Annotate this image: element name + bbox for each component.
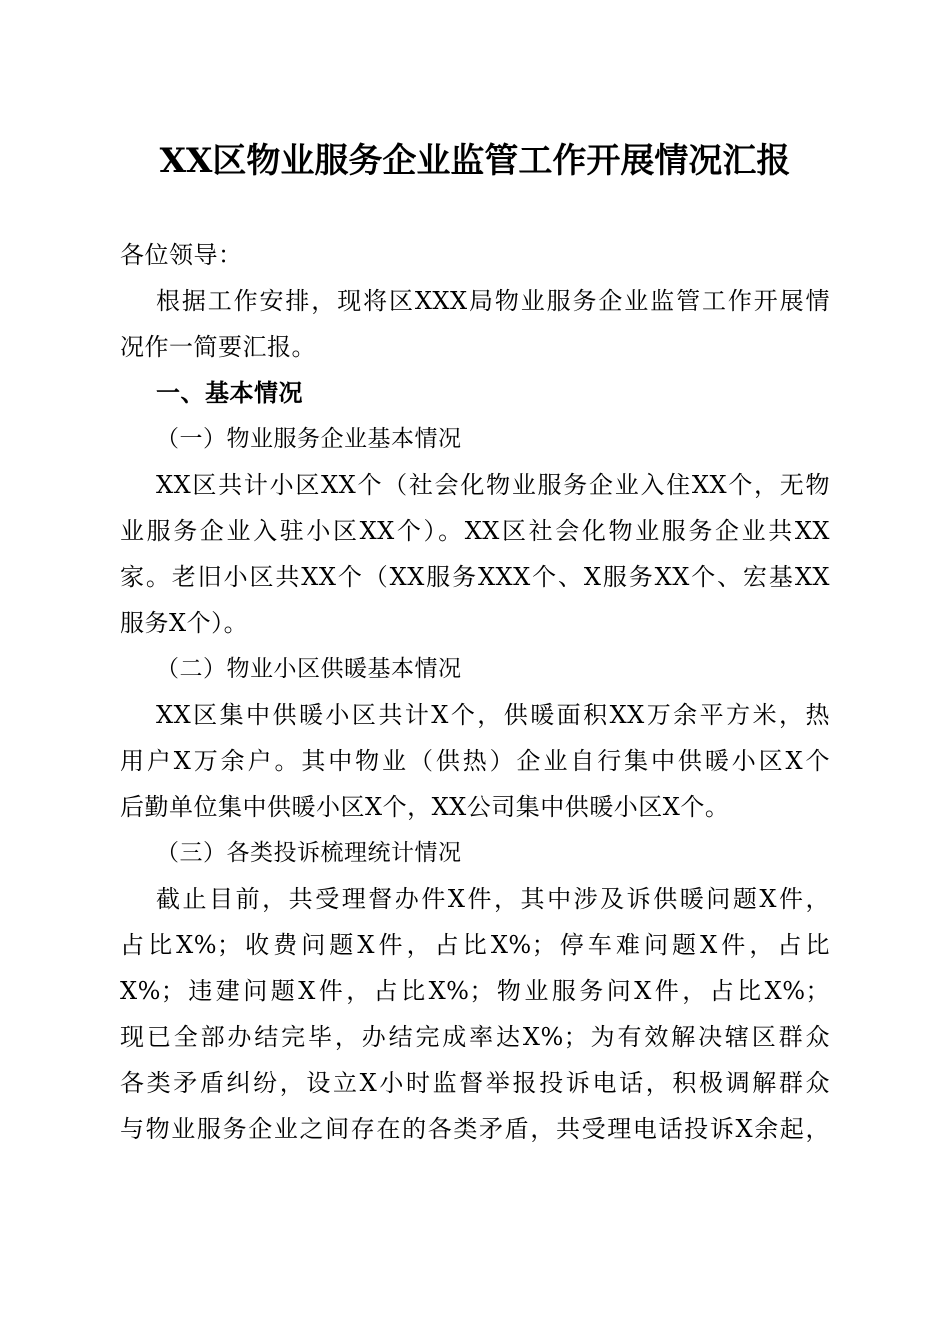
subsection-heading-enterprises: （一）物业服务企业基本情况 <box>156 426 462 452</box>
intro-line: 况作一简要汇报。 <box>120 333 316 361</box>
paragraph-line: XX区共计小区XX个（社会化物业服务企业入住XX个，无物 <box>156 471 830 499</box>
paragraph-line: 现已全部办结完毕，办结完成率达X%；为有效解决辖区群众 <box>120 1023 830 1051</box>
subsection-heading-complaints: （三）各类投诉梳理统计情况 <box>156 840 462 866</box>
paragraph-line: 各类矛盾纠纷，设立X小时监督举报投诉电话，积极调解群众 <box>120 1069 830 1097</box>
paragraph-line: 后勤单位集中供暖小区X个，XX公司集中供暖小区X个。 <box>120 793 730 821</box>
document-body <box>120 232 830 1152</box>
intro-line: 根据工作安排，现将区XXX局物业服务企业监管工作开展情 <box>156 287 830 315</box>
section-heading-basic: 一、基本情况 <box>156 379 303 407</box>
paragraph-line: 服务X个）。 <box>120 609 249 637</box>
paragraph-line: XX区集中供暖小区共计X个，供暖面积XX万余平方米，热 <box>156 701 830 729</box>
document-title: XX区物业服务企业监管工作开展情况汇报 <box>159 141 791 181</box>
subsection-heading-heating: （二）物业小区供暖基本情况 <box>156 656 462 682</box>
paragraph-line: 与物业服务企业之间存在的各类矛盾，共受理电话投诉X余起， <box>120 1115 830 1143</box>
paragraph-line: 占比X%；收费问题X件，占比X%；停车难问题X件，占比 <box>120 931 830 959</box>
paragraph-line: 截止目前，共受理督办件X件，其中涉及诉供暖问题X件， <box>156 885 830 913</box>
paragraph-line: 用户X万余户。其中物业（供热）企业自行集中供暖小区X个 <box>120 747 830 775</box>
paragraph-line: X%；违建问题X件，占比X%；物业服务问X件，占比X%； <box>120 977 830 1005</box>
salutation: 各位领导： <box>120 241 243 269</box>
paragraph-line: 业服务企业入驻小区XX个）。XX区社会化物业服务企业共XX <box>120 517 830 545</box>
paragraph-line: 家。老旧小区共XX个（XX服务XXX个、X服务XX个、宏基XX <box>120 563 830 591</box>
